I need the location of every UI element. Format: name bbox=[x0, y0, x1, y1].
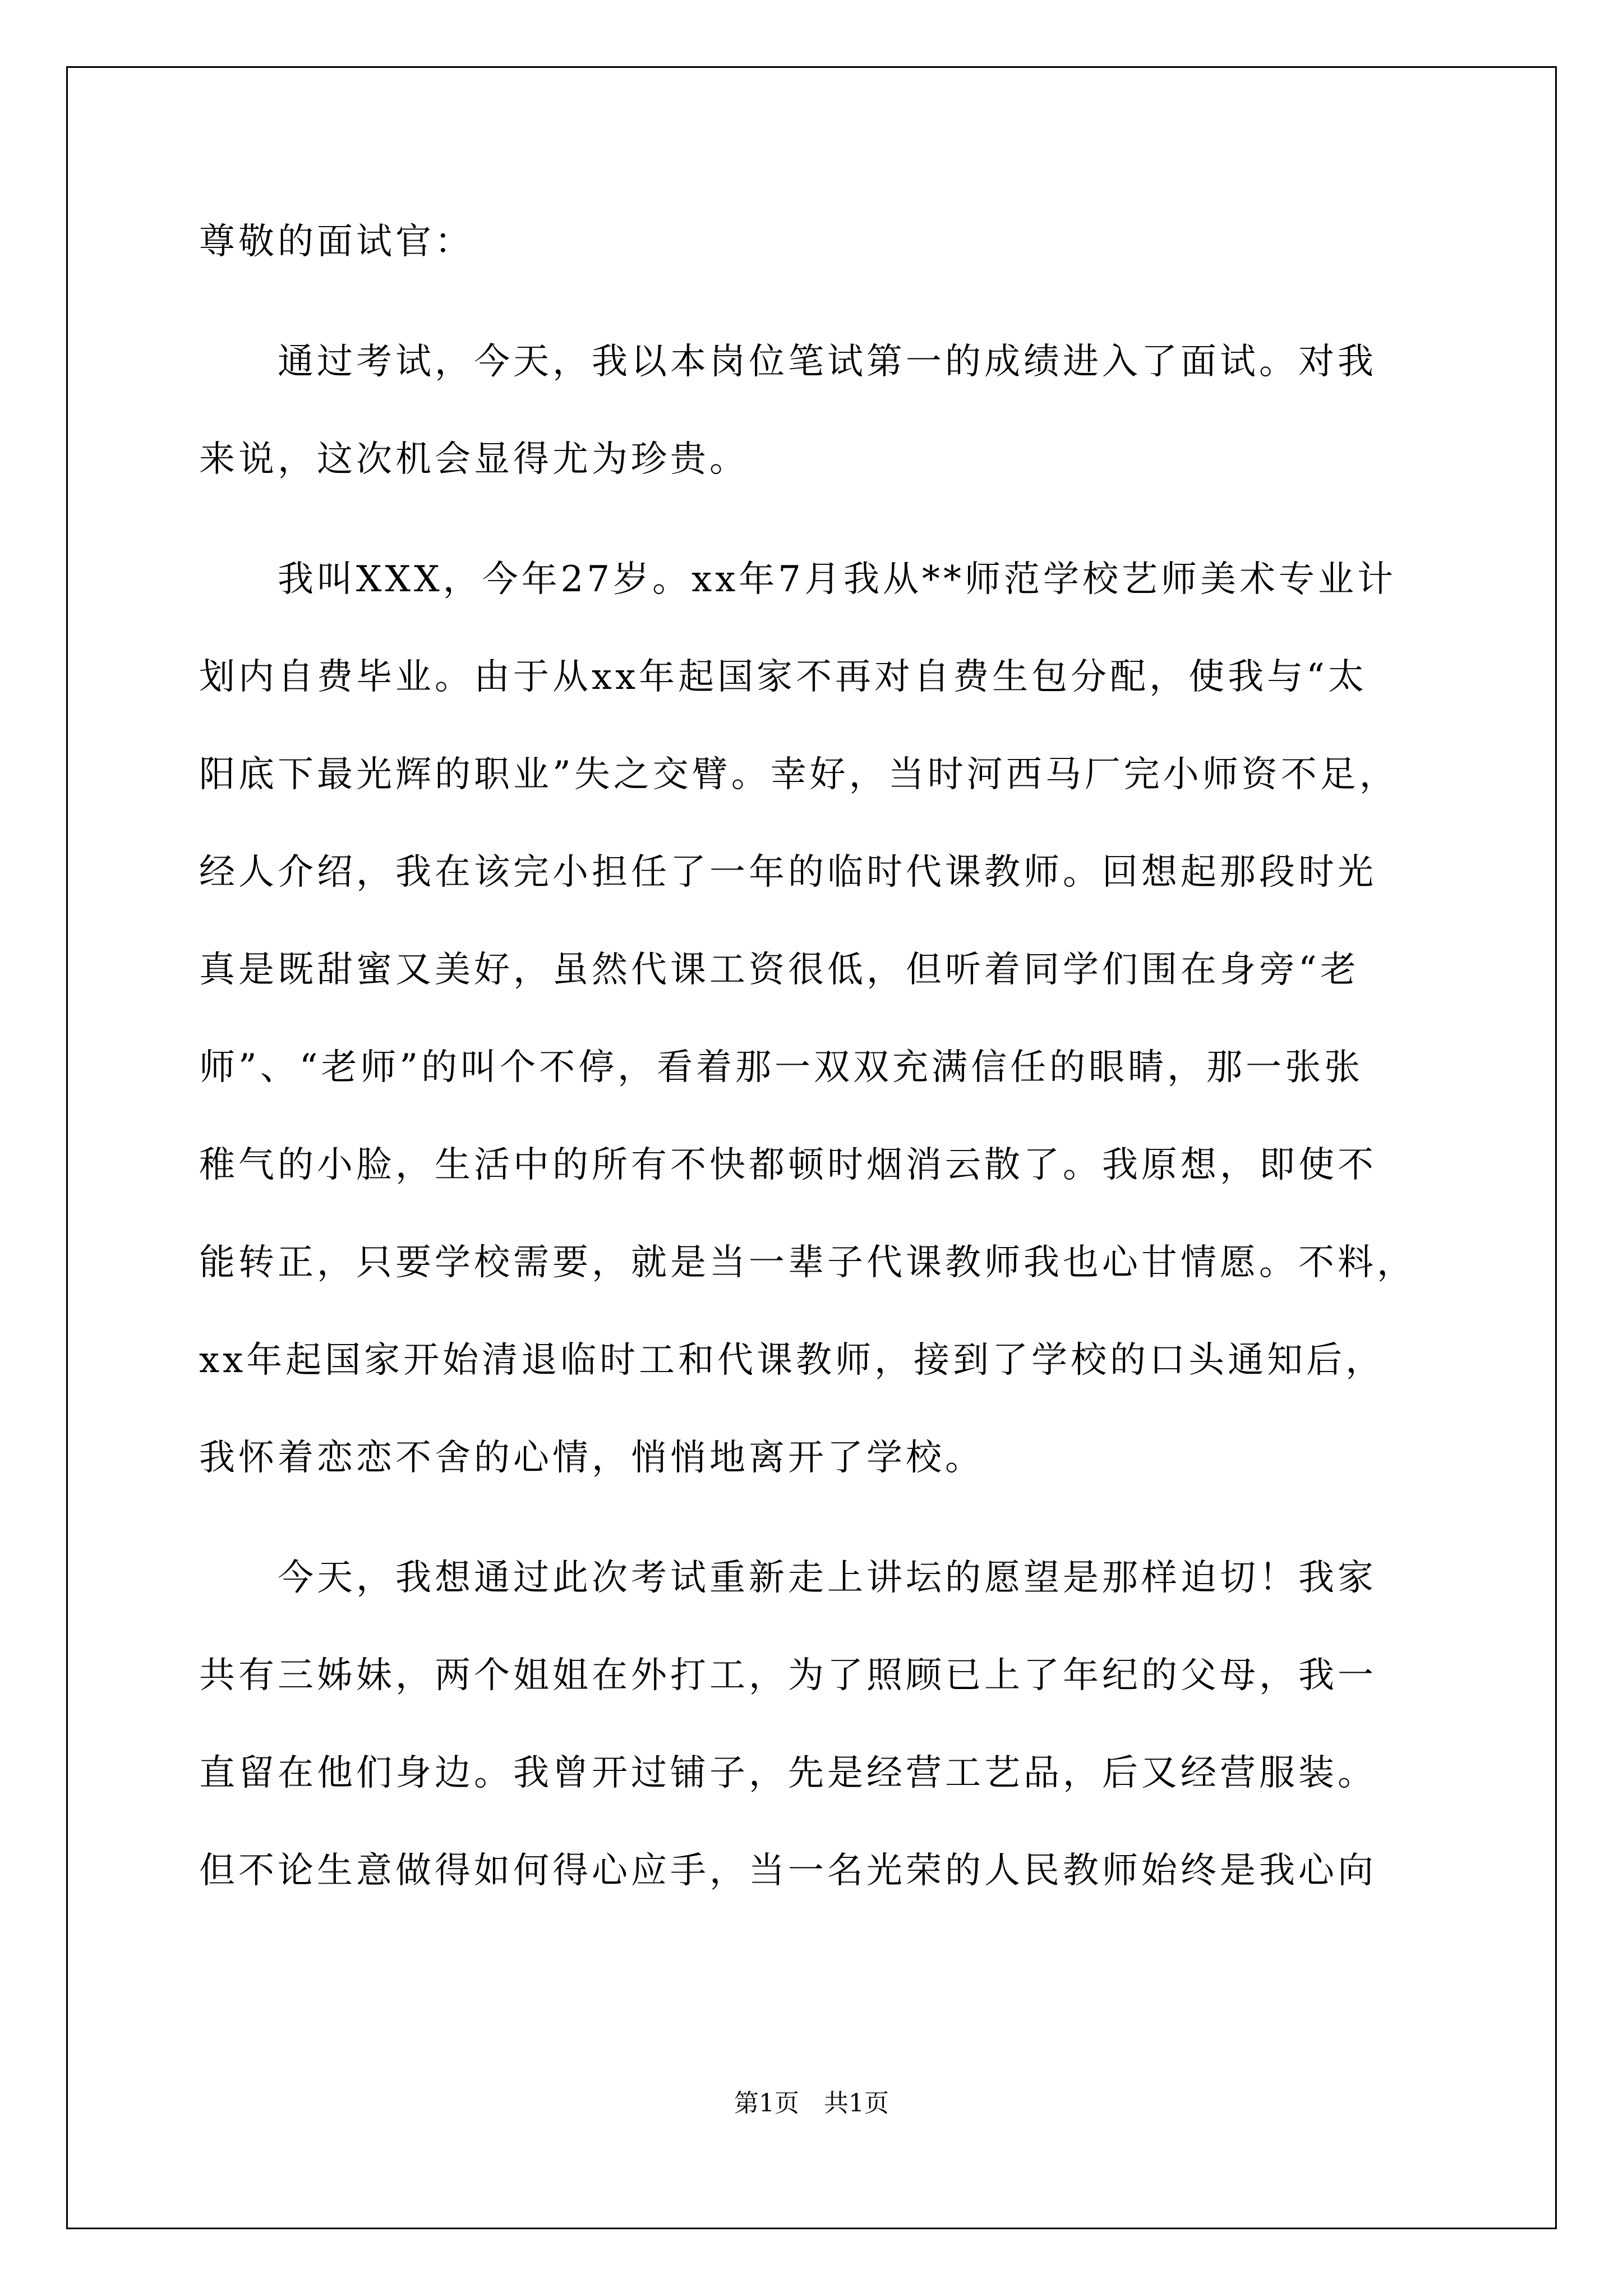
paragraph-line: 通过考试，今天，我以本岗位笔试第一的成绩进入了面试。对我 bbox=[199, 341, 1377, 383]
paragraph-line: 能转正，只要学校需要，就是当一辈子代课教师我也心甘情愿。不料， bbox=[199, 1242, 1416, 1283]
paragraph-line: 我叫XXX，今年27岁。xx年7月我从**师范学校艺师美术专业计 bbox=[199, 559, 1397, 600]
paragraph-line: 师”、“老师”的叫个不停，看着那一双双充满信任的眼睛，那一张张 bbox=[199, 1047, 1364, 1088]
paragraph-line: 来说，这次机会显得尤为珍贵。 bbox=[199, 439, 749, 480]
paragraph-line: 直留在他们身边。我曾开过铺子，先是经营工艺品，后又经营服装。 bbox=[199, 1752, 1377, 1794]
paragraph-line: 经人介绍，我在该完小担任了一年的临时代课教师。回想起那段时光 bbox=[199, 852, 1377, 893]
page-number-footer: 第1页 共1页 bbox=[734, 2089, 889, 2118]
paragraph-line: 划内自费毕业。由于从xx年起国家不再对自费生包分配，使我与“太 bbox=[199, 656, 1367, 698]
paragraph-line: 但不论生意做得如何得心应手，当一名光荣的人民教师始终是我心向 bbox=[199, 1850, 1377, 1892]
paragraph-line: 今天，我想通过此次考试重新走上讲坛的愿望是那样迫切！我家 bbox=[199, 1557, 1377, 1599]
salutation: 尊敬的面试官： bbox=[199, 221, 474, 263]
paragraph-line: 我怀着恋恋不舍的心情，悄悄地离开了学校。 bbox=[199, 1437, 984, 1479]
paragraph-line: 共有三姊妹，两个姐姐在外打工，为了照顾已上了年纪的父母，我一 bbox=[199, 1655, 1377, 1696]
paragraph-line: 真是既甜蜜又美好，虽然代课工资很低，但听着同学们围在身旁“老 bbox=[199, 949, 1359, 991]
paragraph-line: 稚气的小脸，生活中的所有不快都顿时烟消云散了。我原想，即使不 bbox=[199, 1144, 1377, 1186]
letter-body bbox=[199, 214, 1433, 1940]
paragraph-line: xx年起国家开始清退临时工和代课教师，接到了学校的口头通知后， bbox=[199, 1340, 1385, 1381]
paragraph-line: 阳底下最光辉的职业”失之交臂。幸好，当时河西马厂完小师资不足， bbox=[199, 754, 1399, 795]
